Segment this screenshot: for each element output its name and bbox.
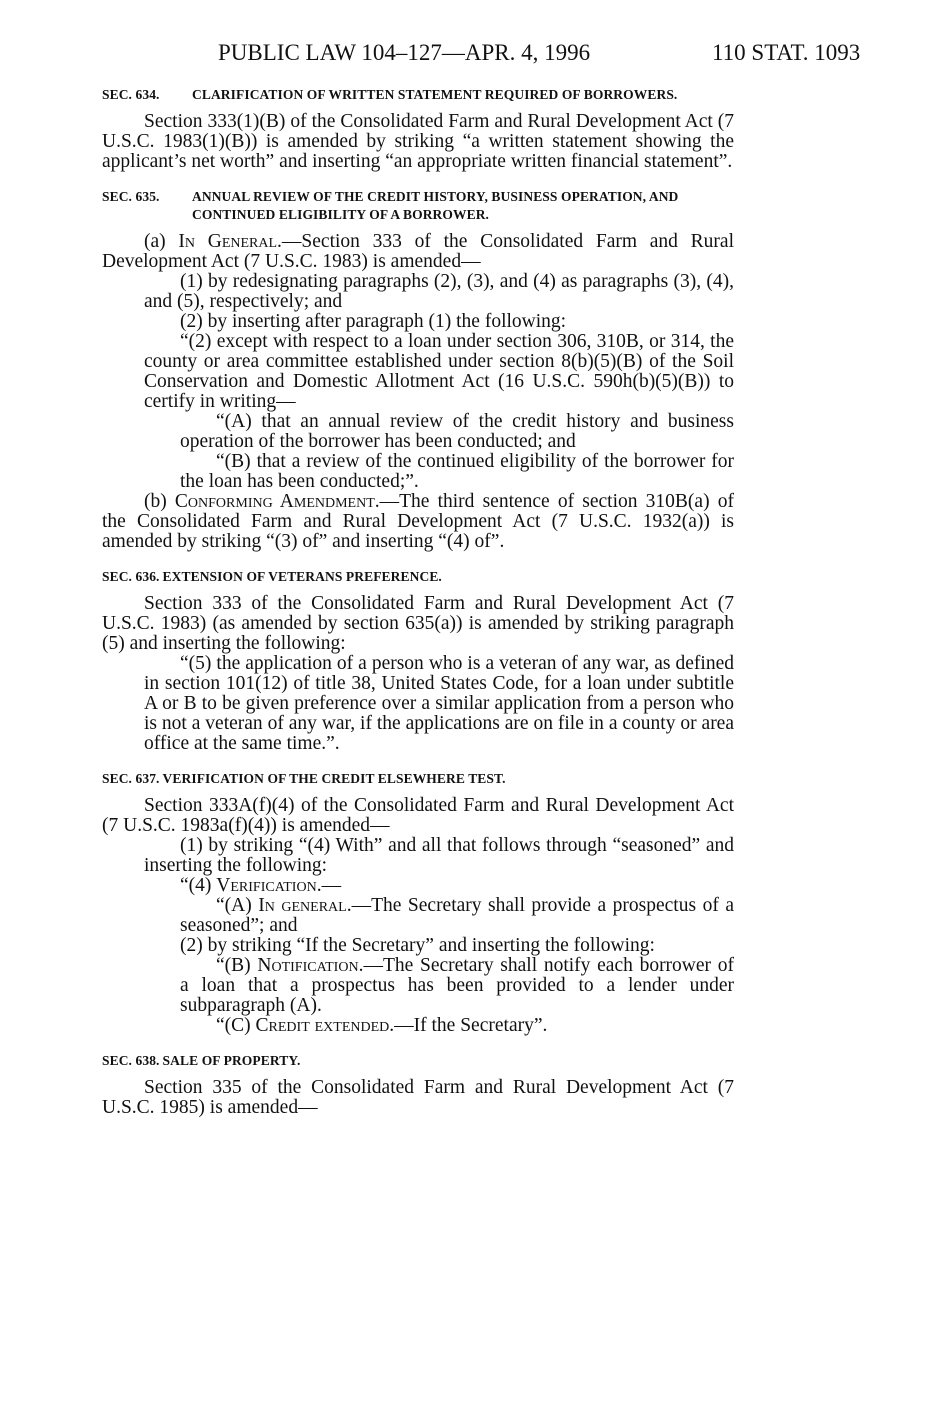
running-head-title: PUBLIC LAW 104–127—APR. 4, 1996 xyxy=(218,40,591,65)
subsection-label: (a) xyxy=(144,231,179,252)
section-title: SALE OF PROPERTY. xyxy=(162,1053,301,1068)
section-number: SEC. 638. xyxy=(102,1053,160,1068)
section-heading-634 xyxy=(102,86,734,104)
subparagraph-text: .—If the Secretary”. xyxy=(389,1015,548,1036)
paragraph-1: (1) by redesignating paragraphs (2), (3), and (4) as paragraphs (3), (4), and (5), respectively; and xyxy=(144,271,734,312)
subsection-heading: Conforming Amendment xyxy=(174,491,375,512)
page-header xyxy=(102,40,861,70)
section-number: SEC. 635. xyxy=(102,189,160,204)
section-number: SEC. 636. xyxy=(102,569,160,584)
paragraph-label: “(4) xyxy=(180,875,217,896)
quoted-subparagraph-b xyxy=(102,956,734,1016)
section-title: CLARIFICATION OF WRITTEN STATEMENT REQUIRED OF BORROWERS. xyxy=(192,87,678,102)
section-heading-635 xyxy=(102,188,734,224)
subparagraph-text: .—The Secretary shall notify each borrower of a loan that a prospectus has been provided to a lender under subparagraph (A). xyxy=(180,955,734,1016)
paragraph-2: (2) by striking “If the Secretary” and inserting the following: xyxy=(180,935,655,956)
section-634-body: Section 333(1)(B) of the Consolidated Farm and Rural Development Act (7 U.S.C. 1983(1)(B)) is amended by striking “a written statement showing the applicant’s net worth” and inserting “an appropriate written financial statement”. xyxy=(102,111,734,172)
section-number: SEC. 634. xyxy=(102,87,160,102)
subsection-b xyxy=(102,492,734,552)
statute-page-number: 110 STAT. 1093 xyxy=(712,40,861,65)
section-heading-636 xyxy=(102,568,734,586)
subparagraph-heading: Notification xyxy=(257,955,359,976)
subparagraph-label: “(C) xyxy=(216,1015,256,1036)
subsection-a xyxy=(102,232,734,272)
quoted-subparagraph-c xyxy=(102,1016,734,1036)
subsection-label: (b) xyxy=(144,491,175,512)
section-number: SEC. 637. xyxy=(102,771,160,786)
section-heading-637 xyxy=(102,770,734,788)
section-title: ANNUAL REVIEW OF THE CREDIT HISTORY, BUSINESS OPERATION, AND CONTINUED ELIGIBILITY OF A BORROWER. xyxy=(192,189,679,222)
quoted-paragraph-4 xyxy=(102,876,734,896)
quoted-subparagraph-b: “(B) that a review of the continued eligibility of the borrower for the loan has been conducted;”. xyxy=(180,451,734,492)
section-title: EXTENSION OF VETERANS PREFERENCE. xyxy=(162,569,442,584)
subsection-text: .—The third sentence of section 310B(a) of the Consolidated Farm and Rural Development Act (7 U.S.C. 1932(a)) is amended by striking “(3) of” and inserting “(4) of”. xyxy=(102,491,734,552)
subparagraph-label: “(A) xyxy=(216,895,259,916)
section-title: VERIFICATION OF THE CREDIT ELSEWHERE TEST. xyxy=(162,771,506,786)
section-heading-638 xyxy=(102,1052,734,1070)
paragraph-tail: .— xyxy=(316,875,342,896)
paragraph-2: (2) by inserting after paragraph (1) the following: xyxy=(180,311,567,332)
quoted-paragraph-2: “(2) except with respect to a loan under section 306, 310B, or 314, the county or area committee established under section 8(b)(5)(B) of the Soil Conservation and Domestic Allotment Act (16 U.S.C. 590h(b)(5)(B)) to certify in writing— xyxy=(144,331,734,412)
paragraph-heading: Verification xyxy=(216,875,317,896)
paragraph-1: (1) by striking “(4) With” and all that follows through “seasoned” and inserting the following: xyxy=(144,835,734,876)
subparagraph-heading: Credit extended xyxy=(255,1015,390,1036)
section-636-body: Section 333 of the Consolidated Farm and Rural Development Act (7 U.S.C. 1983) (as amended by section 635(a)) is amended by striking paragraph (5) and inserting the following: xyxy=(102,593,734,654)
subparagraph-text: .—The Secretary shall provide a prospectus of a seasoned”; and xyxy=(180,895,734,936)
quoted-paragraph-5: “(5) the application of a person who is a veteran of any war, as defined in section 101(12) of title 38, United States Code, for a loan under subtitle A or B to be given preference over a similar application from a person who is not a veteran of any war, if the applications are on file in a county or area office at the same time.”. xyxy=(144,653,734,754)
section-638-body: Section 335 of the Consolidated Farm and Rural Development Act (7 U.S.C. 1985) is amended— xyxy=(102,1077,734,1118)
subparagraph-heading: In general xyxy=(258,895,347,916)
quoted-subparagraph-a xyxy=(102,896,734,936)
subparagraph-label: “(B) xyxy=(216,955,258,976)
subsection-text: .—Section 333 of the Consolidated Farm and Rural Development Act (7 U.S.C. 1983) is amended— xyxy=(102,231,734,272)
subsection-heading: In General xyxy=(178,231,278,252)
section-637-body: Section 333A(f)(4) of the Consolidated Farm and Rural Development Act (7 U.S.C. 1983a(f)(4)) is amended— xyxy=(102,795,734,836)
quoted-subparagraph-a: “(A) that an annual review of the credit history and business operation of the borrower has been conducted; and xyxy=(180,411,734,452)
page xyxy=(102,40,861,1118)
